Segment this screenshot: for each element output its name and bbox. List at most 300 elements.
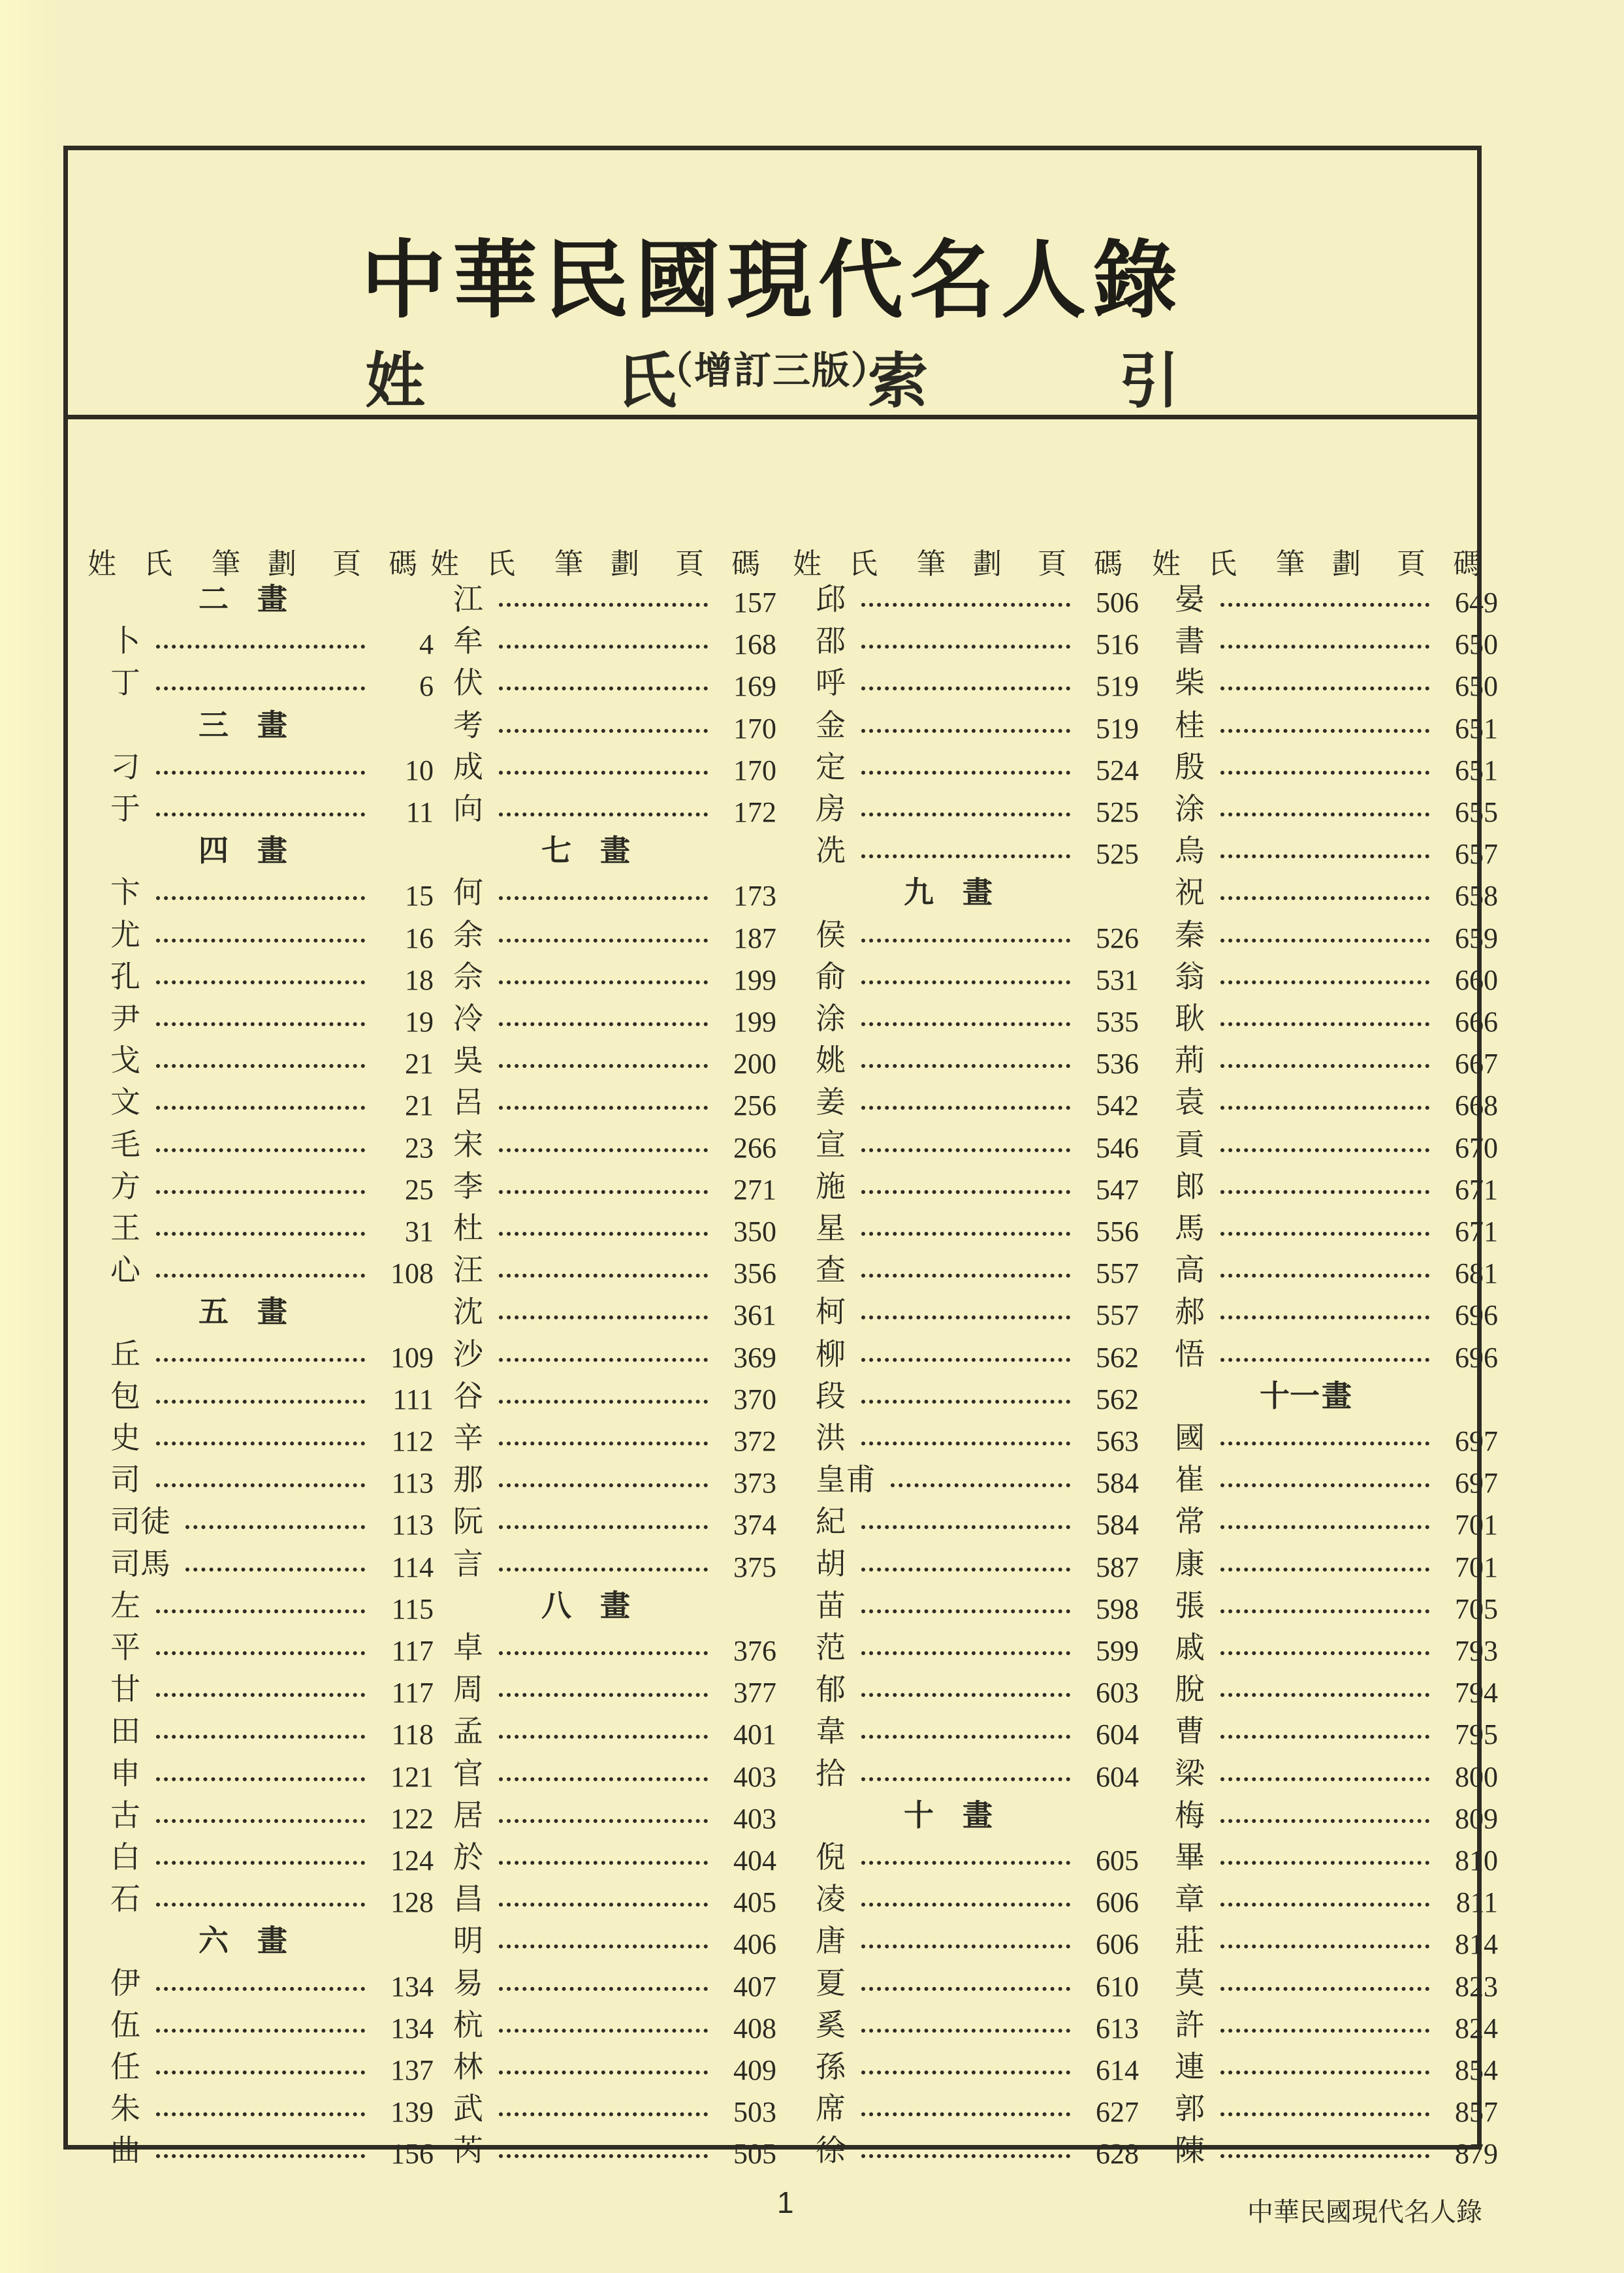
index-entry[interactable] — [1145, 1921, 1508, 1963]
index-entry[interactable] — [1145, 1250, 1508, 1292]
index-entry[interactable] — [81, 789, 443, 831]
page-reference[interactable]: 651 — [1455, 712, 1498, 745]
page-reference[interactable]: 505 — [733, 2138, 776, 2170]
index-entry[interactable] — [1145, 2089, 1508, 2131]
page-reference[interactable]: 117 — [391, 1677, 434, 1709]
page-reference[interactable]: 660 — [1455, 963, 1498, 996]
page-reference[interactable]: 377 — [733, 1677, 776, 1709]
page-reference[interactable]: 658 — [1455, 880, 1498, 912]
index-entry[interactable] — [81, 1125, 443, 1167]
index-entry[interactable] — [424, 621, 786, 663]
index-entry[interactable] — [424, 1544, 786, 1586]
index-entry[interactable] — [424, 747, 786, 789]
index-entry[interactable] — [424, 1921, 786, 1963]
index-entry[interactable] — [786, 747, 1149, 789]
page-reference[interactable]: 557 — [1096, 1257, 1139, 1290]
index-entry[interactable] — [1145, 1586, 1508, 1628]
page-reference[interactable]: 23 — [405, 1131, 434, 1164]
index-entry[interactable] — [1145, 621, 1508, 663]
index-entry[interactable] — [81, 1376, 443, 1418]
page-reference[interactable]: 404 — [733, 1845, 776, 1877]
index-entry[interactable] — [424, 1754, 786, 1796]
index-entry[interactable] — [1145, 1125, 1508, 1167]
index-entry[interactable] — [424, 957, 786, 999]
index-entry[interactable] — [1145, 1334, 1508, 1376]
index-entry[interactable] — [1145, 1167, 1508, 1208]
page-reference[interactable]: 696 — [1455, 1299, 1498, 1332]
index-entry[interactable] — [786, 579, 1149, 621]
stroke-count: 二 — [199, 581, 229, 617]
page-reference[interactable]: 516 — [1096, 628, 1139, 661]
page-reference[interactable]: 562 — [1096, 1341, 1139, 1374]
index-entry[interactable] — [786, 1879, 1149, 1921]
page-reference[interactable]: 531 — [1096, 963, 1139, 996]
index-entry[interactable] — [81, 1544, 443, 1586]
index-entry[interactable] — [81, 1082, 443, 1124]
page-reference[interactable]: 256 — [733, 1089, 776, 1122]
index-entry[interactable] — [1145, 1669, 1508, 1711]
index-entry[interactable] — [81, 1334, 443, 1376]
page-reference[interactable]: 170 — [733, 712, 776, 745]
index-entry[interactable] — [786, 1167, 1149, 1208]
index-entry[interactable] — [1145, 2005, 1508, 2047]
page-reference[interactable]: 526 — [1096, 922, 1139, 954]
page-reference[interactable]: 4 — [419, 628, 434, 661]
page-reference[interactable]: 21 — [405, 1048, 434, 1080]
index-entry[interactable] — [81, 1963, 443, 2005]
page-reference[interactable]: 376 — [733, 1635, 776, 1667]
index-entry[interactable] — [1145, 1040, 1508, 1082]
dot-leader — [499, 1651, 708, 1655]
index-entry[interactable] — [81, 1796, 443, 1837]
index-entry[interactable] — [786, 1586, 1149, 1628]
index-entry[interactable] — [1145, 1796, 1508, 1837]
page-reference[interactable]: 11 — [406, 796, 434, 828]
page-reference[interactable]: 814 — [1455, 1928, 1498, 1961]
index-entry[interactable] — [81, 1586, 443, 1628]
index-entry[interactable] — [424, 1628, 786, 1669]
index-entry[interactable] — [1145, 999, 1508, 1040]
page-reference[interactable]: 810 — [1455, 1845, 1498, 1877]
index-entry[interactable] — [1145, 1208, 1508, 1250]
page-reference[interactable]: 811 — [1456, 1886, 1498, 1919]
index-entry[interactable] — [81, 1711, 443, 1753]
index-entry[interactable] — [1145, 1963, 1508, 2005]
page-reference[interactable]: 563 — [1096, 1425, 1139, 1457]
page-reference[interactable]: 111 — [392, 1383, 434, 1415]
dot-leader — [156, 2112, 365, 2116]
page-reference[interactable]: 113 — [391, 1467, 434, 1500]
index-entry[interactable] — [424, 1376, 786, 1418]
page-reference[interactable]: 604 — [1096, 1718, 1139, 1751]
index-entry[interactable] — [786, 1963, 1149, 2005]
page-reference[interactable]: 800 — [1455, 1760, 1498, 1793]
page-reference[interactable]: 696 — [1455, 1341, 1498, 1374]
dot-leader — [1220, 686, 1429, 690]
index-entry[interactable] — [424, 999, 786, 1040]
index-entry[interactable] — [1145, 1418, 1508, 1460]
index-entry[interactable] — [1145, 789, 1508, 831]
index-entry[interactable] — [424, 1460, 786, 1502]
page-reference[interactable]: 525 — [1096, 796, 1139, 828]
page-reference[interactable]: 562 — [1096, 1383, 1139, 1415]
index-entry[interactable] — [786, 957, 1149, 999]
page-reference[interactable]: 670 — [1455, 1131, 1498, 1164]
index-entry[interactable] — [1145, 1292, 1508, 1334]
page-reference[interactable]: 557 — [1096, 1299, 1139, 1332]
page-reference[interactable]: 6 — [419, 670, 434, 703]
page-reference[interactable]: 610 — [1096, 1970, 1139, 2003]
page-reference[interactable]: 124 — [390, 1845, 434, 1877]
page-reference[interactable]: 122 — [390, 1802, 434, 1835]
page-reference[interactable]: 137 — [390, 2054, 434, 2086]
page-reference[interactable]: 681 — [1455, 1257, 1498, 1290]
page-reference[interactable]: 697 — [1455, 1425, 1498, 1457]
index-entry[interactable] — [424, 2005, 786, 2047]
page-reference[interactable]: 701 — [1455, 1509, 1498, 1541]
index-entry[interactable] — [81, 1250, 443, 1292]
page-reference[interactable]: 627 — [1096, 2096, 1139, 2129]
index-entry[interactable] — [1145, 663, 1508, 705]
index-entry[interactable] — [786, 2089, 1149, 2131]
page-reference[interactable]: 156 — [390, 2138, 434, 2170]
page-reference[interactable]: 705 — [1455, 1592, 1498, 1625]
page-reference[interactable]: 606 — [1096, 1928, 1139, 1961]
index-entry[interactable] — [786, 1502, 1149, 1543]
page-reference[interactable]: 15 — [405, 880, 434, 912]
page-reference[interactable]: 824 — [1455, 2012, 1498, 2044]
index-entry[interactable] — [424, 2131, 786, 2172]
page-reference[interactable]: 25 — [405, 1173, 434, 1206]
surname: 刁 — [110, 749, 140, 784]
index-entry[interactable] — [424, 873, 786, 914]
index-entry[interactable] — [786, 1711, 1149, 1753]
page-reference[interactable]: 115 — [391, 1592, 434, 1625]
page-reference[interactable]: 556 — [1096, 1216, 1139, 1248]
index-entry[interactable] — [786, 831, 1149, 873]
index-entry[interactable] — [1145, 915, 1508, 957]
index-entry[interactable] — [1145, 2131, 1508, 2172]
index-entry[interactable] — [81, 1167, 443, 1208]
index-entry[interactable] — [786, 1250, 1149, 1292]
dot-leader — [1220, 1190, 1429, 1194]
page-reference[interactable]: 506 — [1096, 587, 1139, 619]
page-reference[interactable]: 542 — [1096, 1089, 1139, 1122]
page-reference[interactable]: 373 — [733, 1467, 776, 1500]
page-reference[interactable]: 650 — [1455, 670, 1498, 703]
page-reference[interactable]: 361 — [733, 1299, 776, 1332]
page-reference[interactable]: 649 — [1455, 587, 1498, 619]
page-reference[interactable]: 879 — [1455, 2138, 1498, 2170]
index-entry[interactable] — [1145, 2047, 1508, 2089]
index-entry[interactable] — [786, 1082, 1149, 1124]
index-entry[interactable] — [81, 873, 443, 914]
page-reference[interactable]: 605 — [1096, 1845, 1139, 1877]
page-reference[interactable]: 524 — [1096, 754, 1139, 786]
page-reference[interactable]: 10 — [405, 754, 434, 786]
page-reference[interactable]: 409 — [733, 2054, 776, 2086]
page-reference[interactable]: 108 — [390, 1257, 434, 1290]
page-reference[interactable]: 372 — [733, 1425, 776, 1457]
index-entry[interactable] — [424, 1040, 786, 1082]
index-entry[interactable] — [786, 2005, 1149, 2047]
index-entry[interactable] — [424, 1879, 786, 1921]
index-entry[interactable] — [1145, 1544, 1508, 1586]
page-reference[interactable]: 168 — [733, 628, 776, 661]
index-entry[interactable] — [424, 2089, 786, 2131]
index-entry[interactable] — [81, 747, 443, 789]
index-entry[interactable] — [786, 2047, 1149, 2089]
index-entry[interactable] — [81, 915, 443, 957]
page-reference[interactable]: 109 — [390, 1341, 434, 1374]
page-reference[interactable]: 134 — [390, 2012, 434, 2044]
page-reference[interactable]: 118 — [391, 1718, 434, 1751]
page-reference[interactable]: 857 — [1455, 2096, 1498, 2129]
page-reference[interactable]: 16 — [405, 922, 434, 954]
page-reference[interactable]: 370 — [733, 1383, 776, 1415]
page-reference[interactable]: 547 — [1096, 1173, 1139, 1206]
page-reference[interactable]: 407 — [733, 1970, 776, 2003]
surname: 范 — [816, 1630, 846, 1665]
page-reference[interactable]: 271 — [733, 1173, 776, 1206]
page-reference[interactable]: 701 — [1455, 1551, 1498, 1583]
index-entry[interactable] — [81, 1879, 443, 1921]
page-reference[interactable]: 651 — [1455, 754, 1498, 786]
column-header-page: 頁 碼 — [1038, 547, 1132, 581]
page-reference[interactable]: 503 — [733, 2096, 776, 2129]
index-entry[interactable] — [1145, 1754, 1508, 1796]
index-entry[interactable] — [786, 1921, 1149, 1963]
page-reference[interactable]: 21 — [405, 1089, 434, 1122]
page-reference[interactable]: 139 — [390, 2096, 434, 2129]
page-reference[interactable]: 121 — [390, 1760, 434, 1793]
dot-leader — [1220, 813, 1429, 816]
page-reference[interactable]: 403 — [733, 1802, 776, 1835]
index-entry[interactable] — [81, 957, 443, 999]
index-entry[interactable] — [424, 1125, 786, 1167]
page-reference[interactable]: 114 — [391, 1551, 434, 1583]
page-reference[interactable]: 405 — [733, 1886, 776, 1919]
index-entry[interactable] — [786, 1334, 1149, 1376]
dot-leader — [861, 1148, 1070, 1152]
index-entry[interactable] — [786, 621, 1149, 663]
index-entry[interactable] — [1145, 1711, 1508, 1753]
dot-leader — [499, 1315, 708, 1319]
page-reference[interactable]: 614 — [1096, 2054, 1139, 2086]
index-entry[interactable] — [1145, 957, 1508, 999]
index-entry[interactable] — [424, 1250, 786, 1292]
page-reference[interactable]: 170 — [733, 754, 776, 786]
page-reference[interactable]: 187 — [733, 922, 776, 954]
page-reference[interactable]: 671 — [1455, 1216, 1498, 1248]
page-reference[interactable]: 200 — [733, 1048, 776, 1080]
page-reference[interactable]: 266 — [733, 1131, 776, 1164]
index-entry[interactable] — [424, 1837, 786, 1879]
index-entry[interactable] — [81, 1208, 443, 1250]
page-reference[interactable]: 668 — [1455, 1089, 1498, 1122]
index-entry[interactable] — [424, 579, 786, 621]
index-entry[interactable] — [424, 1796, 786, 1837]
page-reference[interactable]: 401 — [733, 1718, 776, 1751]
page-reference[interactable]: 525 — [1096, 838, 1139, 871]
page-reference[interactable]: 19 — [405, 1006, 434, 1038]
index-entry[interactable] — [424, 1167, 786, 1208]
page-reference[interactable]: 406 — [733, 1928, 776, 1961]
page-reference[interactable]: 199 — [733, 963, 776, 996]
index-entry[interactable] — [81, 2089, 443, 2131]
page-reference[interactable]: 519 — [1096, 670, 1139, 703]
index-entry[interactable] — [81, 1837, 443, 1879]
page-reference[interactable]: 128 — [390, 1886, 434, 1919]
index-entry[interactable] — [81, 1040, 443, 1082]
page-reference[interactable]: 628 — [1096, 2138, 1139, 2170]
index-entry[interactable] — [1145, 579, 1508, 621]
page-reference[interactable]: 584 — [1096, 1467, 1139, 1500]
page-reference[interactable]: 587 — [1096, 1551, 1139, 1583]
page-reference[interactable]: 519 — [1096, 712, 1139, 745]
page-reference[interactable]: 655 — [1455, 796, 1498, 828]
page-reference[interactable]: 604 — [1096, 1760, 1139, 1793]
index-entry[interactable] — [786, 789, 1149, 831]
page-reference[interactable]: 18 — [405, 963, 434, 996]
index-entry[interactable] — [786, 1460, 1149, 1502]
index-entry[interactable] — [424, 2047, 786, 2089]
page-reference[interactable]: 546 — [1096, 1131, 1139, 1164]
index-entry[interactable] — [81, 2047, 443, 2089]
page-reference[interactable]: 113 — [391, 1509, 434, 1541]
page-reference[interactable]: 31 — [405, 1216, 434, 1248]
index-entry[interactable] — [786, 705, 1149, 747]
index-entry[interactable] — [81, 1502, 443, 1543]
dot-leader — [1220, 980, 1429, 984]
page-reference[interactable]: 793 — [1455, 1635, 1498, 1667]
index-entry[interactable] — [786, 2131, 1149, 2172]
index-entry[interactable] — [786, 915, 1149, 957]
index-entry[interactable] — [424, 1711, 786, 1753]
index-entry[interactable] — [81, 1628, 443, 1669]
index-entry[interactable] — [424, 1208, 786, 1250]
page-reference[interactable]: 117 — [391, 1635, 434, 1667]
page-reference[interactable]: 169 — [733, 670, 776, 703]
page-reference[interactable]: 356 — [733, 1257, 776, 1290]
index-entry[interactable] — [1145, 1082, 1508, 1124]
surname: 心 — [110, 1252, 140, 1288]
index-entry[interactable] — [424, 789, 786, 831]
page-reference[interactable]: 613 — [1096, 2012, 1139, 2044]
index-entry[interactable] — [81, 1669, 443, 1711]
page-reference[interactable]: 375 — [733, 1551, 776, 1583]
index-entry[interactable] — [786, 1628, 1149, 1669]
page-reference[interactable]: 374 — [733, 1509, 776, 1541]
index-entry[interactable] — [786, 1754, 1149, 1796]
index-entry[interactable] — [786, 1208, 1149, 1250]
index-entry[interactable] — [424, 663, 786, 705]
page-reference[interactable]: 535 — [1096, 1006, 1139, 1038]
index-entry[interactable] — [786, 1292, 1149, 1334]
index-entry[interactable] — [424, 1334, 786, 1376]
index-entry[interactable] — [1145, 873, 1508, 914]
dot-leader — [861, 1525, 1070, 1529]
page-reference[interactable]: 157 — [733, 587, 776, 619]
page-reference[interactable]: 854 — [1455, 2054, 1498, 2086]
page-reference[interactable]: 408 — [733, 2012, 776, 2044]
index-entry[interactable] — [81, 1418, 443, 1460]
index-entry[interactable] — [424, 1669, 786, 1711]
page-reference[interactable]: 823 — [1455, 1970, 1498, 2003]
page-reference[interactable]: 795 — [1455, 1718, 1498, 1751]
index-entry[interactable] — [786, 1040, 1149, 1082]
index-entry[interactable] — [1145, 705, 1508, 747]
page-reference[interactable]: 112 — [391, 1425, 434, 1457]
index-entry[interactable] — [786, 1376, 1149, 1418]
index-entry[interactable] — [1145, 747, 1508, 789]
page-reference[interactable]: 172 — [733, 796, 776, 828]
index-entry[interactable] — [786, 663, 1149, 705]
index-entry[interactable] — [1145, 1837, 1508, 1879]
page-reference[interactable]: 134 — [390, 1970, 434, 2003]
index-entry[interactable] — [424, 1502, 786, 1543]
dot-leader — [499, 1190, 708, 1194]
page-reference[interactable]: 657 — [1455, 838, 1498, 871]
index-entry[interactable] — [424, 1082, 786, 1124]
index-entry[interactable] — [786, 999, 1149, 1040]
index-entry[interactable] — [786, 1125, 1149, 1167]
index-entry[interactable] — [81, 2005, 443, 2047]
index-entry[interactable] — [786, 1669, 1149, 1711]
page-reference[interactable]: 536 — [1096, 1048, 1139, 1080]
index-entry[interactable] — [786, 1837, 1149, 1879]
index-entry[interactable] — [81, 663, 443, 705]
page-reference[interactable]: 794 — [1455, 1677, 1498, 1709]
index-entry[interactable] — [786, 1544, 1149, 1586]
page-reference[interactable]: 809 — [1455, 1802, 1498, 1835]
page-reference[interactable]: 369 — [733, 1341, 776, 1374]
page-reference[interactable]: 667 — [1455, 1048, 1498, 1080]
page-reference[interactable]: 598 — [1096, 1592, 1139, 1625]
column-header-strokes: 筆 劃 — [554, 547, 648, 581]
page-reference[interactable]: 603 — [1096, 1677, 1139, 1709]
page-reference[interactable]: 403 — [733, 1760, 776, 1793]
index-entry[interactable] — [424, 915, 786, 957]
page-reference[interactable]: 671 — [1455, 1173, 1498, 1206]
index-entry[interactable] — [1145, 1628, 1508, 1669]
page-reference[interactable]: 659 — [1455, 922, 1498, 954]
index-entry[interactable] — [81, 999, 443, 1040]
index-entry[interactable] — [424, 1418, 786, 1460]
index-entry[interactable] — [424, 705, 786, 747]
index-entry[interactable] — [81, 1460, 443, 1502]
index-entry[interactable] — [1145, 1879, 1508, 1921]
index-entry[interactable] — [81, 621, 443, 663]
index-entry[interactable] — [1145, 1460, 1508, 1502]
index-entry[interactable] — [424, 1292, 786, 1334]
page-reference[interactable]: 173 — [733, 880, 776, 912]
index-entry[interactable] — [81, 2131, 443, 2172]
page-reference[interactable]: 599 — [1096, 1635, 1139, 1667]
page-reference[interactable]: 584 — [1096, 1509, 1139, 1541]
page-reference[interactable]: 666 — [1455, 1006, 1498, 1038]
page-reference[interactable]: 697 — [1455, 1467, 1498, 1500]
page-reference[interactable]: 650 — [1455, 628, 1498, 661]
page-reference[interactable]: 350 — [733, 1216, 776, 1248]
page-reference[interactable]: 606 — [1096, 1886, 1139, 1919]
index-entry[interactable] — [81, 1754, 443, 1796]
index-entry[interactable] — [1145, 1502, 1508, 1543]
index-entry[interactable] — [1145, 831, 1508, 873]
page-reference[interactable]: 199 — [733, 1006, 776, 1038]
index-entry[interactable] — [786, 1418, 1149, 1460]
index-entry[interactable] — [424, 1963, 786, 2005]
